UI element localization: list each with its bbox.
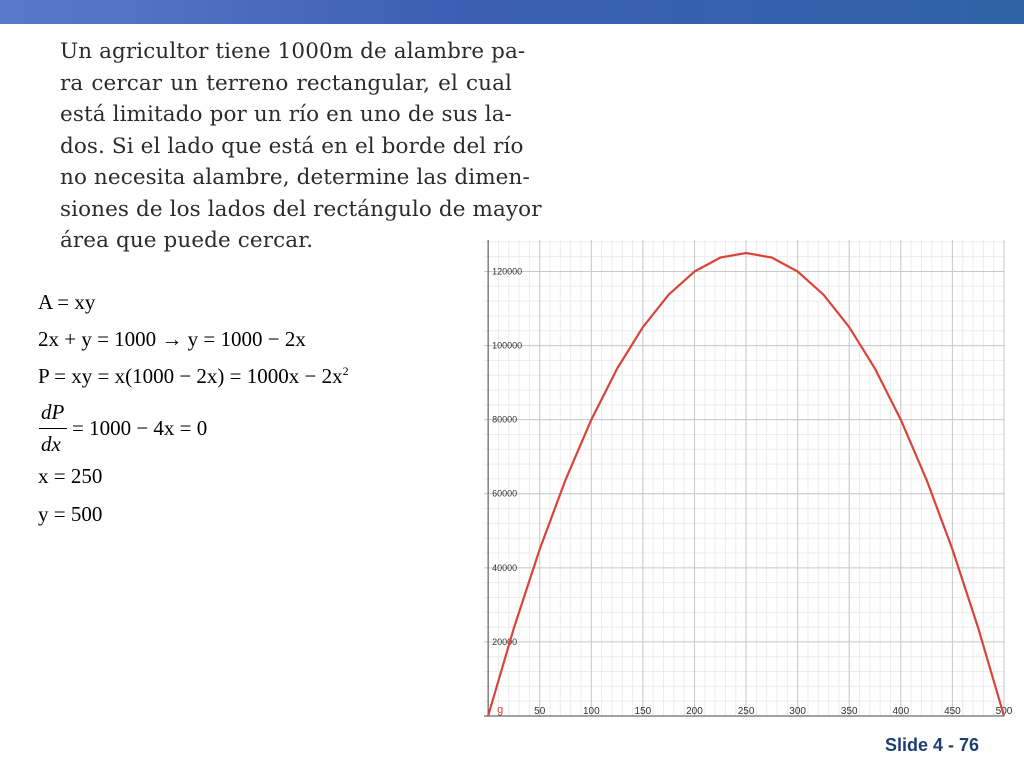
derivative-numerator: dP bbox=[41, 400, 65, 424]
problem-line: dos. Si el lado que está en el borde del río bbox=[60, 133, 524, 159]
x-tick-label: 400 bbox=[892, 706, 910, 717]
derivative-equation: = 1000 − 4x = 0 bbox=[72, 416, 208, 440]
equation-substituted-text: P = xy = x(1000 − 2x) = 1000x − 2x bbox=[38, 364, 343, 388]
x-tick-label: 200 bbox=[686, 706, 703, 717]
exponent: 2 bbox=[342, 364, 349, 378]
y-tick-label: 60000 bbox=[492, 488, 518, 499]
problem-line: área que puede cercar. bbox=[60, 228, 314, 253]
y-result: y = 500 bbox=[38, 502, 103, 526]
problem-line: ra cercar un terreno rectangular, el cual bbox=[60, 70, 512, 96]
problem-statement bbox=[60, 36, 542, 257]
x-tick-label: 450 bbox=[944, 706, 961, 717]
problem-line: no necesita alambre, determine las dimen- bbox=[60, 165, 530, 190]
y-tick-label: 100000 bbox=[492, 340, 523, 351]
y-tick-label: 40000 bbox=[492, 562, 518, 573]
y-tick-label: 20000 bbox=[492, 636, 518, 647]
equation-area: A = xy bbox=[38, 290, 96, 314]
slide-number: Slide 4 - 76 bbox=[884, 735, 979, 755]
fraction-bar bbox=[39, 428, 67, 429]
x-tick-label: 350 bbox=[840, 706, 858, 717]
x-result: x = 250 bbox=[38, 464, 103, 488]
problem-line: siones de los lados del rectángulo de mayor bbox=[60, 196, 542, 222]
y-tick-label: 120000 bbox=[492, 266, 523, 277]
derivative-denominator: dx bbox=[41, 432, 61, 456]
parabola-chart bbox=[484, 236, 1013, 720]
x-tick-label: 500 bbox=[995, 706, 1013, 717]
x-tick-label: 250 bbox=[737, 706, 755, 717]
x-tick-label: 150 bbox=[634, 706, 652, 717]
x-tick-label: 50 bbox=[534, 706, 546, 717]
problem-line: Un agricultor tiene 1000m de alambre pa- bbox=[60, 39, 526, 64]
equation-perimeter: 2x + y = 1000 → y = 1000 − 2x bbox=[38, 327, 306, 351]
equation-substituted bbox=[38, 364, 349, 389]
y-tick-label: 80000 bbox=[492, 414, 518, 425]
curve-label: g bbox=[497, 704, 504, 716]
problem-line: está limitado por un río en uno de sus la- bbox=[60, 102, 512, 127]
x-tick-label: 300 bbox=[789, 706, 806, 717]
x-tick-label: 100 bbox=[582, 706, 600, 717]
title-bar bbox=[0, 0, 1024, 24]
